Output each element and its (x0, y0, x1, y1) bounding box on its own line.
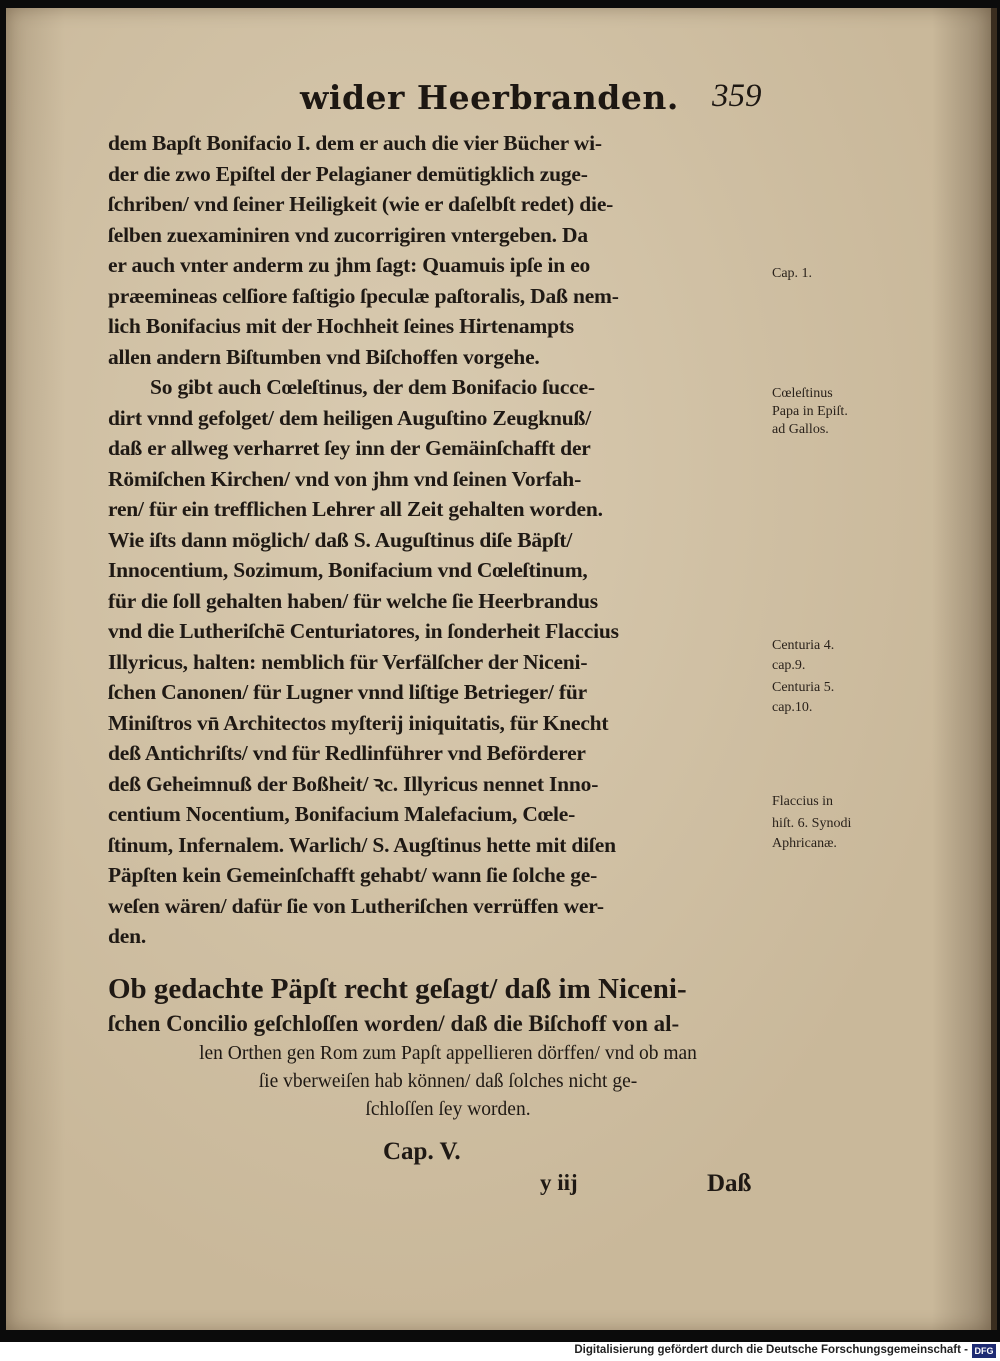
margin-note: Flaccius in (772, 794, 834, 809)
page-number: 359 (712, 78, 762, 114)
body-line: præemineas celſiore faſtigio ſpeculæ paſtoralis, Daß nem- (108, 283, 619, 308)
body-line: Wie iſts dann möglich/ daß S. Auguſtinus diſe Bäpſt/ (108, 527, 573, 552)
section-heading (108, 970, 788, 1124)
body-line: Päpſten kein Gemeinſchafft gehabt/ wann ſie ſolche ge- (108, 863, 598, 887)
body-line: Innocentium, Sozimum, Bonifacium vnd Cœleſtinum, (108, 558, 588, 582)
signature-mark: y iij (540, 1170, 578, 1195)
body-line: dem Bapſt Bonifacio I. dem er auch die vier Bücher wi- (108, 131, 602, 155)
heading-line: ſchloſſen ſey worden. (365, 1099, 531, 1120)
margin-note: Aphricanæ. (772, 836, 837, 851)
dfg-logo: DFG (972, 1344, 996, 1358)
body-line: ſchen Canonen/ für Lugner vnnd liſtige Betrieger/ für (108, 680, 587, 704)
body-line: Miniſtros vn̄ Architectos myſterij iniquitatis, für Knecht (108, 710, 609, 735)
margin-note: Centuria 4. (772, 638, 835, 653)
page-edge (991, 8, 997, 1330)
body-line: Römiſchen Kirchen/ vnd von jhm vnd ſeinen Vorfah- (108, 466, 582, 491)
margin-note: Papa in Epiſt. (772, 404, 848, 419)
margin-note: Centuria 5. (772, 680, 835, 695)
body-line: für die ſoll gehalten haben/ für welche ſie Heerbrandus (108, 588, 598, 613)
body-line: er auch vnter anderm zu jhm ſagt: Quamuis ipſe in eo (108, 253, 591, 277)
body-line: ſchriben/ vnd ſeiner Heiligkeit (wie er daſelbſt redet) die- (108, 192, 614, 216)
heading-line: len Orthen gen Rom zum Papſt appellieren dörffen/ vnd ob man (199, 1043, 697, 1064)
body-line: den. (108, 924, 147, 948)
margin-note: Cœleſtinus (772, 386, 833, 401)
margin-note: cap.9. (772, 658, 806, 673)
body-line: allen andern Biſtumben vnd Biſchoffen vorgehe. (108, 344, 540, 369)
body-line: ſtinum, Infernalem. Warlich/ S. Augſtinus hette mit diſen (108, 832, 616, 857)
body-line: deß Antichriſts/ vnd für Redlinführer vnd Beförderer (108, 741, 586, 765)
chapter-label: Cap. V. (383, 1138, 461, 1165)
body-line: Illyricus, halten: nemblich für Verfälſcher der Niceni- (108, 649, 588, 674)
margin-note: Cap. 1. (772, 266, 813, 281)
heading-line: ſchen Concilio geſchloſſen worden/ daß die Biſchoff von al- (108, 1011, 680, 1036)
body-line: lich Bonifacius mit der Hochheit ſeines Hirtenampts (108, 314, 574, 338)
catchword: Daß (707, 1170, 752, 1197)
running-head: wider Heerbranden. (300, 78, 679, 117)
margin-note: ad Gallos. (772, 422, 829, 437)
body-line: vnd die Lutheriſchē Centuriatores, in ſonderheit Flaccius (108, 619, 619, 643)
body-line: ſelben zuexaminiren vnd zucorrigiren vntergeben. Da (108, 222, 588, 247)
body-line: daß er allweg verharret ſey inn der Gemäinſchafft der (108, 436, 591, 460)
body-line: weſen wären/ dafür ſie von Lutheriſchen verrüffen wer- (108, 893, 604, 918)
heading-line: ſie vberweiſen hab können/ daß ſolches nicht ge- (258, 1071, 638, 1092)
footer-credit: Digitalisierung gefördert durch die Deutsche Forschungsgemeinschaft - (574, 1344, 968, 1356)
body-line: deß Geheimnuß der Boßheit/ ꝛc. Illyricus nennet Inno- (108, 771, 599, 796)
body-text (108, 128, 776, 952)
body-line: ren/ für ein trefflichen Lehrer all Zeit gehalten worden. (108, 497, 603, 521)
heading-line: Ob gedachte Päpſt recht geſagt/ daß im Niceni- (108, 973, 687, 1005)
body-line: der die zwo Epiſtel der Pelagianer demütigklich zuge- (108, 161, 588, 186)
margin-note: hiſt. 6. Synodi (772, 816, 852, 831)
body-line: So gibt auch Cœleſtinus, der dem Bonifacio ſucce- (150, 375, 595, 399)
body-line: dirt vnnd gefolget/ dem heiligen Auguſtino Zeugknuß/ (108, 405, 591, 430)
body-line: centium Nocentium, Bonifacium Malefacium, Cœle- (108, 802, 576, 826)
margin-note: cap.10. (772, 700, 813, 715)
